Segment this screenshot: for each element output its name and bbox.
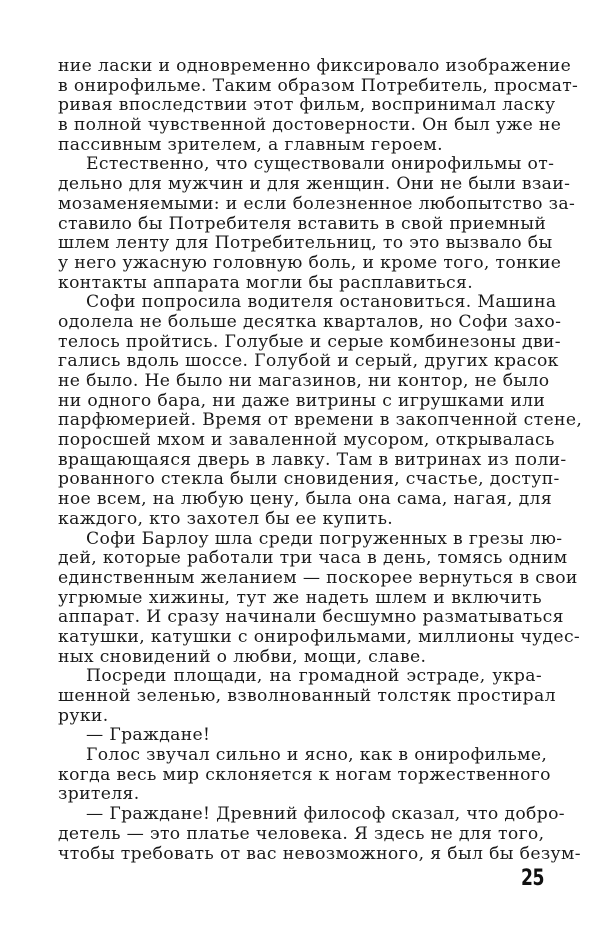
text-line: зрителя. [58, 784, 140, 805]
paragraph [58, 154, 576, 293]
paragraph [58, 56, 579, 155]
text-line: единственным желанием — поскорее вернуться в свои [58, 567, 578, 588]
text-line: в онирофильме. Таким образом Потребитель, просмат- [58, 75, 579, 96]
dialogue-line [58, 726, 542, 746]
text-line: ное всем, на любую цену, была она сама, нагая, для [58, 489, 553, 510]
paragraph [58, 528, 581, 668]
text-line: ных сновидений о любви, мощи, славе. [58, 646, 427, 667]
text-line: ние ласки и одновременно фиксировало изображение [58, 56, 572, 76]
text-line: — Граждане! [86, 725, 211, 746]
text-line: каждого, кто захотел бы ее купить. [58, 508, 394, 529]
text-line: ривая впоследствии этот фильм, воспринимал ласку [58, 95, 556, 116]
dialogue-paragraph [58, 804, 581, 864]
text-line: катушки, катушки с онирофильмами, миллионы чудес- [58, 626, 581, 647]
text-line: в полной чувственной достоверности. Он был уже не [58, 115, 562, 136]
text-line: одолела не больше десятка кварталов, но Софи захо- [58, 311, 562, 332]
text-line: ни одного бара, ни даже витрины с игрушками или [58, 390, 546, 411]
text-line: гались вдоль шоссе. Голубой и серый, других красок [58, 351, 559, 372]
text-line: Софи Барлоу шла среди погруженных в грезы лю- [86, 528, 563, 549]
text-line: контакты аппарата могли бы расплавиться. [58, 272, 474, 293]
paragraph [58, 745, 551, 805]
text-line: Посреди площади, на громадной эстраде, укра- [86, 666, 542, 687]
text-line: руки. [58, 705, 109, 726]
text-line: Голос звучал сильно и ясно, как в онирофильме, [86, 745, 548, 766]
text-line: вращающаяся дверь в лавку. Там в витринах из поли- [58, 449, 567, 470]
paragraph [58, 666, 556, 726]
text-line: дельно для мужчин и для женщин. Они не были взаи- [58, 174, 571, 195]
text-line: аппарат. И сразу начинали бесшумно разматываться [58, 607, 564, 628]
paragraph [58, 292, 583, 529]
page-number: 25 [521, 866, 545, 891]
text-line: ставило бы Потребителя вставить в свой приемный [58, 213, 547, 234]
text-line: рованного стекла были сновидения, счастье, доступ- [58, 469, 560, 490]
text-line: мозаменяемыми: и если болезненное любопытство за- [58, 193, 576, 214]
page-body-text [58, 56, 583, 864]
text-line: чтобы требовать от вас невозможного, я был бы безум- [58, 843, 581, 864]
text-line: не было. Не было ни магазинов, ни контор, не было [58, 371, 550, 391]
text-line: дей, которые работали три часа в день, томясь одним [58, 548, 568, 569]
text-line: пассивным зрителем, а главным героем. [58, 134, 443, 155]
text-line: шлем ленту для Потребительниц, то это вызвало бы [58, 233, 553, 254]
text-line: поросшей мхом и заваленной мусором, открывалась [58, 430, 555, 451]
text-line: Софи попросила водителя остановиться. Машина [86, 292, 557, 313]
text-line: телось пройтись. Голубые и серые комбинезоны дви- [58, 331, 561, 352]
text-line: шенной зеленью, взволнованный толстяк простирал [58, 686, 556, 706]
text-line: когда весь мир склоняется к ногам торжественного [58, 764, 551, 785]
text-line: угрюмые хижины, тут же надеть шлем и включить [58, 587, 542, 608]
text-line: Естественно, что существовали онирофильмы от- [86, 154, 555, 175]
text-line: детель — это платье человека. Я здесь не для того, [58, 823, 545, 844]
text-line: — Граждане! Древний философ сказал, что добро- [86, 804, 565, 825]
text-line: у него ужасную головную боль, и кроме того, тонкие [58, 252, 562, 273]
text-line: парфюмерией. Время от времени в закопченной стене, [58, 410, 583, 431]
